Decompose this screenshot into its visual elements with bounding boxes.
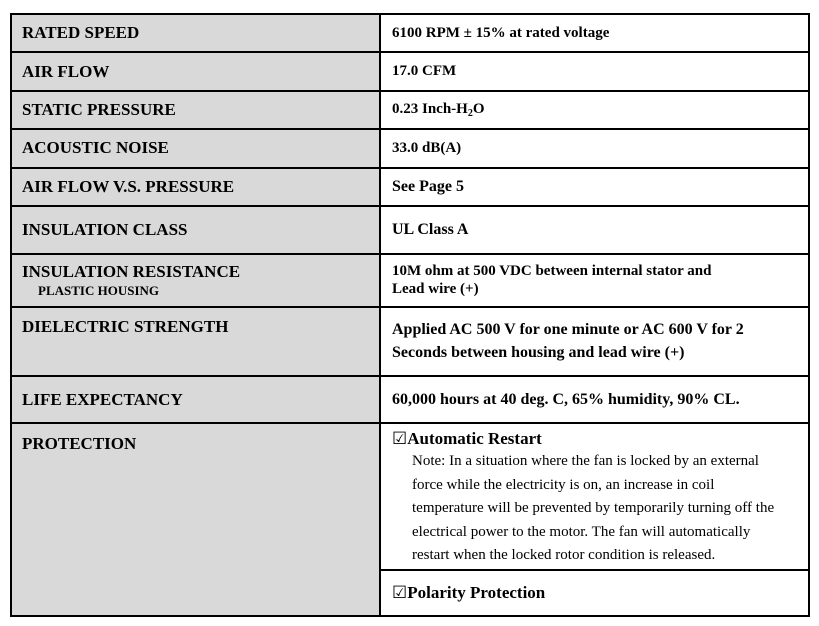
value-air-flow: 17.0 CFM — [380, 52, 809, 90]
spec-row-air-flow — [11, 52, 809, 90]
value-insulation-resistance-line1: 10M ohm at 500 VDC between internal stator and — [392, 263, 712, 280]
label-air-flow: AIR FLOW — [11, 52, 380, 90]
value-life-expectancy: 60,000 hours at 40 deg. C, 65% humidity, 90% CL. — [380, 376, 809, 424]
spec-row-protection — [11, 423, 809, 570]
value-static-pressure-subscript: 2 — [467, 108, 473, 120]
automatic-restart-note — [412, 450, 808, 568]
spec-row-insulation-resistance — [11, 254, 809, 308]
spec-row-static-pressure — [11, 91, 809, 129]
checked-box-icon: ☑ — [392, 583, 408, 604]
label-airflow-vs-pressure: AIR FLOW V.S. PRESSURE — [11, 168, 380, 206]
label-acoustic-noise: ACOUSTIC NOISE — [11, 129, 380, 167]
spec-row-acoustic-noise — [11, 129, 809, 167]
label-insulation-resistance-cell — [11, 254, 380, 308]
value-static-pressure-main: 0.23 Inch-H — [392, 101, 468, 118]
polarity-protection-title: Polarity Protection — [407, 583, 546, 603]
automatic-restart-heading — [392, 429, 808, 449]
value-polarity-protection — [380, 570, 809, 616]
spec-row-dielectric-strength — [11, 307, 809, 376]
label-static-pressure: STATIC PRESSURE — [11, 91, 380, 129]
spec-row-airflow-vs-pressure — [11, 168, 809, 206]
spec-row-rated-speed — [11, 14, 809, 52]
label-protection: PROTECTION — [11, 423, 380, 616]
specification-table — [10, 13, 810, 617]
value-static-pressure-tail: O — [472, 101, 485, 118]
label-insulation-class: INSULATION CLASS — [11, 206, 380, 254]
value-dielectric-strength-line2: Seconds between housing and lead wire (+) — [392, 344, 685, 362]
note-line: restart when the locked rotor condition is released. — [412, 547, 716, 564]
note-line: force while the electricity is on, an increase in coil — [412, 476, 715, 493]
label-dielectric-strength: DIELECTRIC STRENGTH — [11, 307, 380, 376]
automatic-restart-title: Automatic Restart — [407, 429, 542, 449]
label-life-expectancy: LIFE EXPECTANCY — [11, 376, 380, 424]
value-insulation-class: UL Class A — [380, 206, 809, 254]
value-dielectric-strength — [380, 307, 809, 376]
value-rated-speed: 6100 RPM ± 15% at rated voltage — [380, 14, 809, 52]
spec-row-insulation-class — [11, 206, 809, 254]
value-automatic-restart — [380, 423, 809, 570]
value-insulation-resistance — [380, 254, 809, 308]
note-line: temperature will be prevented by temporarily turning off the — [412, 500, 775, 517]
note-line: electrical power to the motor. The fan will automatically — [412, 523, 751, 540]
note-line: Note: In a situation where the fan is locked by an external — [412, 453, 759, 470]
checked-box-icon: ☑ — [392, 429, 408, 450]
sublabel-plastic-housing: PLASTIC HOUSING — [38, 282, 159, 298]
value-dielectric-strength-line1: Applied AC 500 V for one minute or AC 600 V for 2 — [392, 321, 744, 339]
value-airflow-vs-pressure: See Page 5 — [380, 168, 809, 206]
spec-row-life-expectancy — [11, 376, 809, 424]
label-insulation-resistance: INSULATION RESISTANCE — [22, 261, 241, 281]
value-static-pressure — [380, 91, 809, 129]
value-insulation-resistance-line2: Lead wire (+) — [392, 281, 479, 298]
label-rated-speed: RATED SPEED — [11, 14, 380, 52]
value-acoustic-noise: 33.0 dB(A) — [380, 129, 809, 167]
